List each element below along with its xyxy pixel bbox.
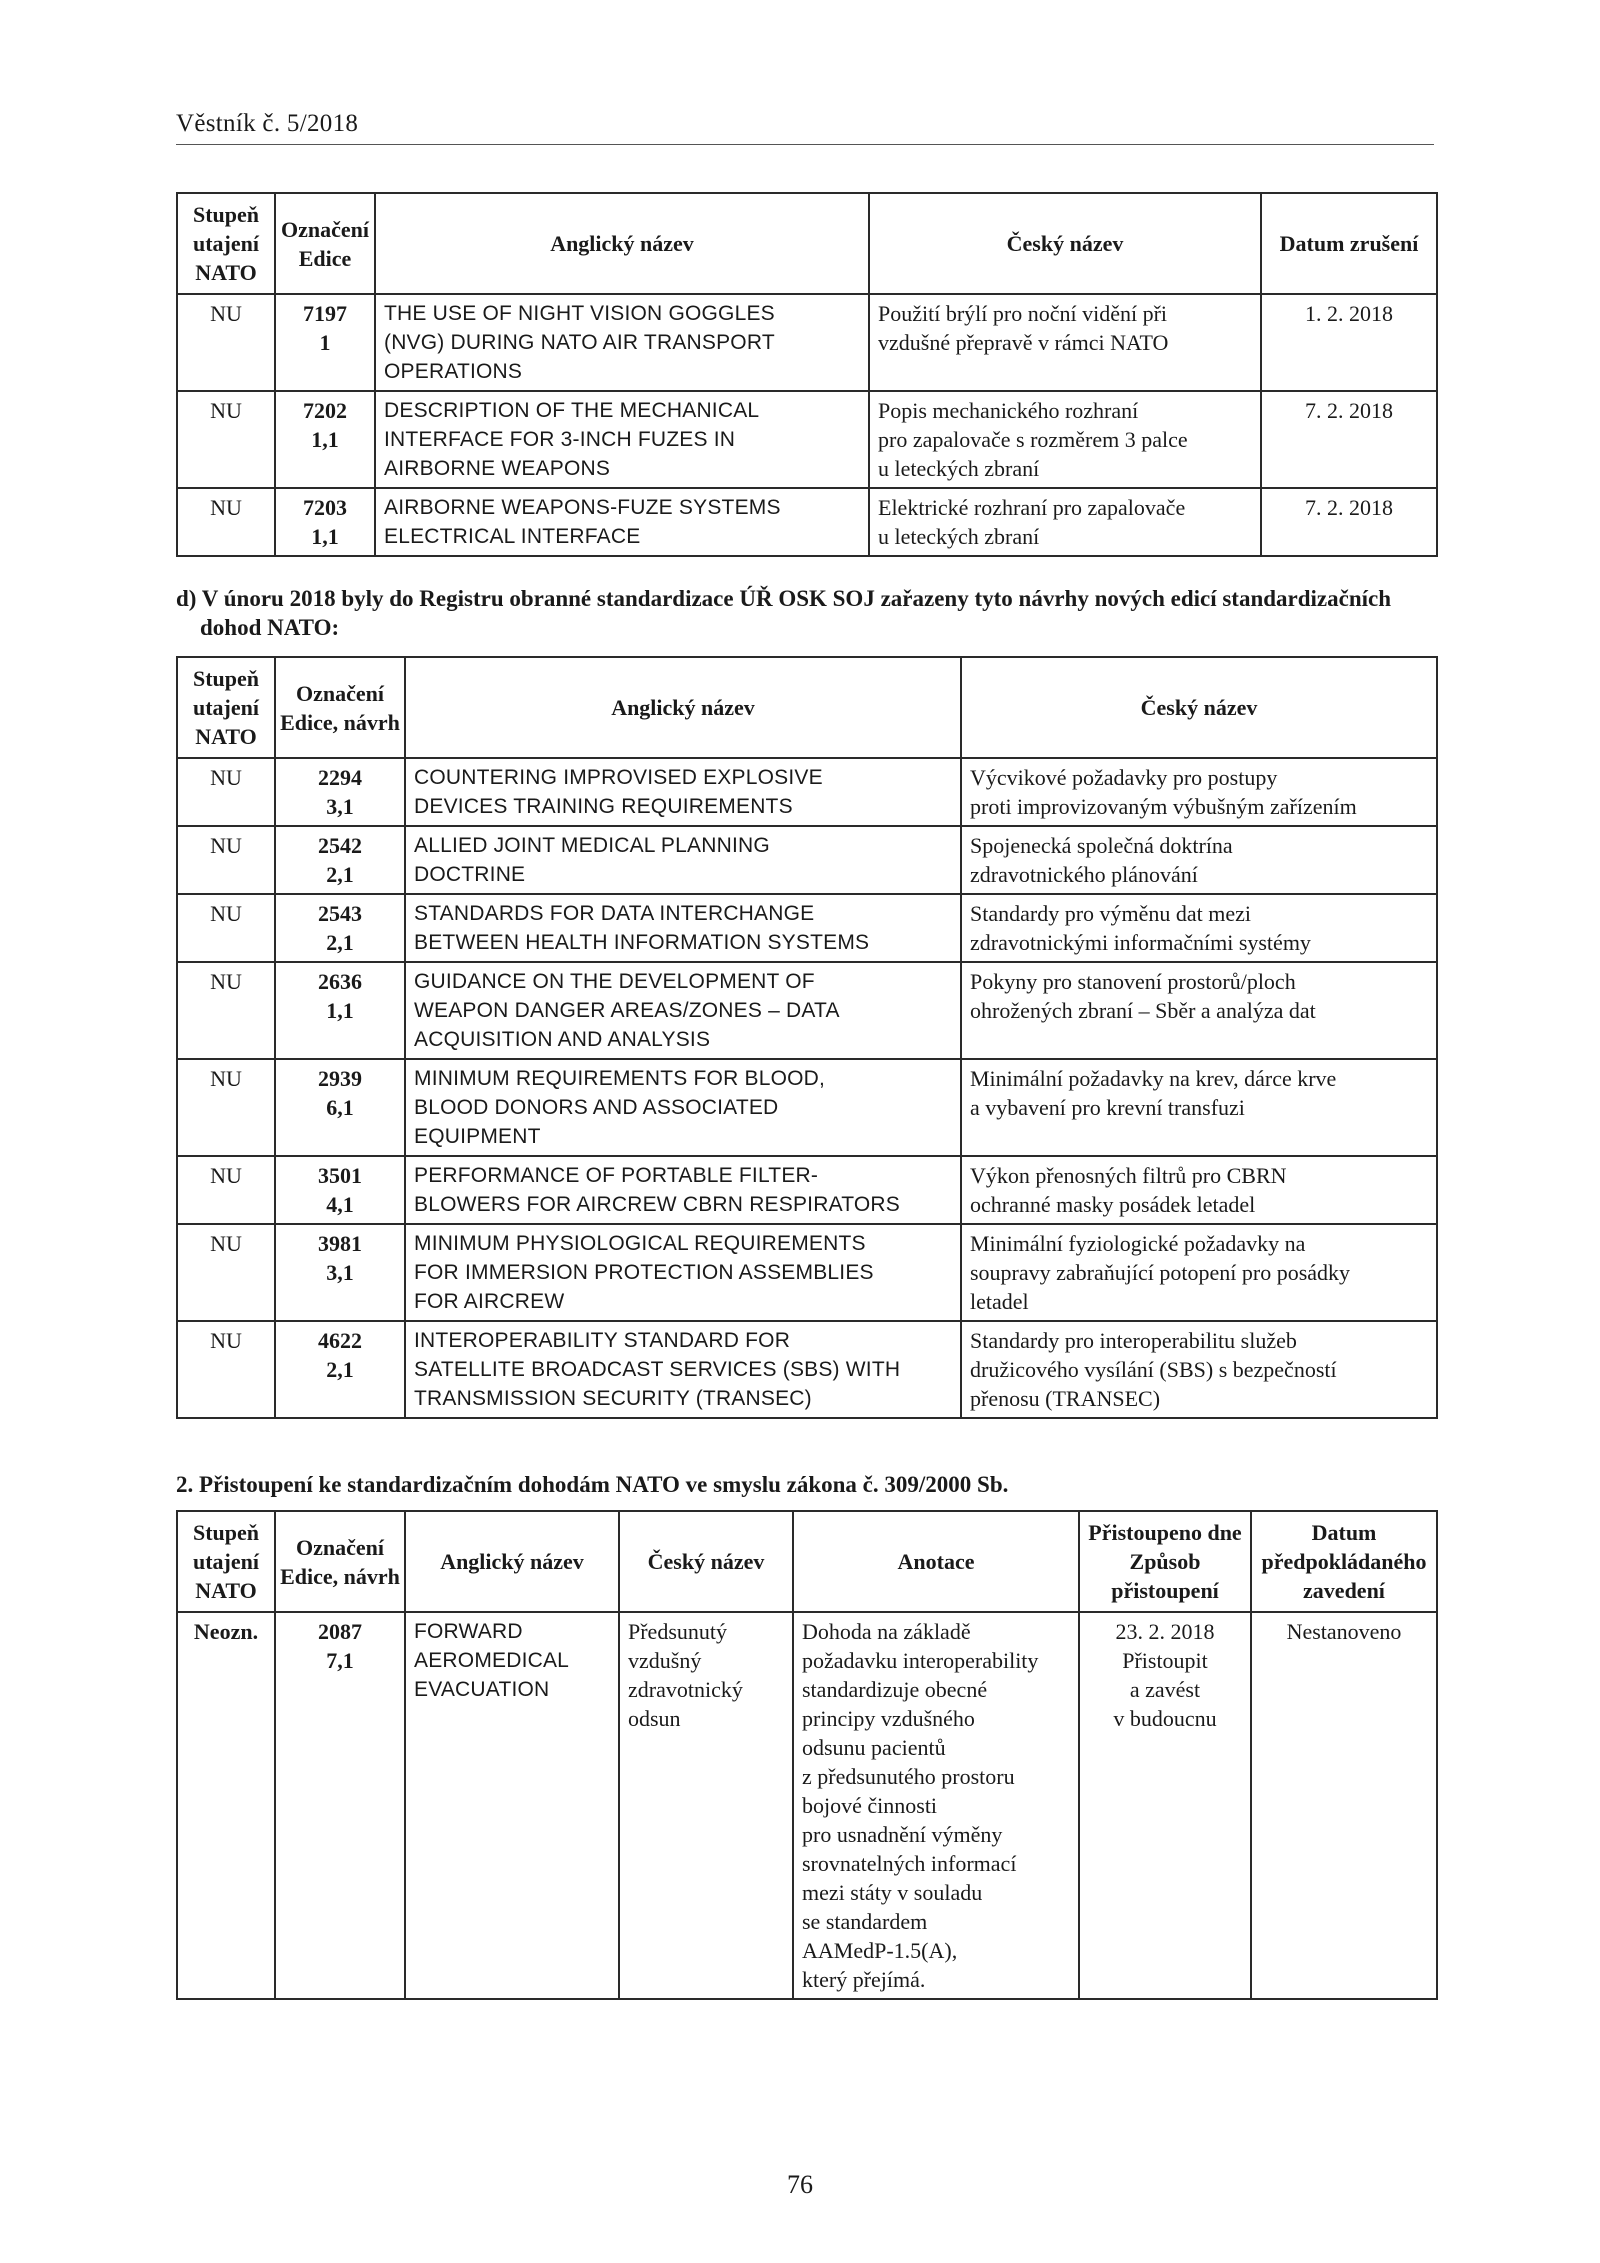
implementation-date-cell: Nestanoveno	[1251, 1612, 1437, 1999]
english-name-cell: GUIDANCE ON THE DEVELOPMENT OF WEAPON DANGER AREAS/ZONES – DATA ACQUISITION AND ANALYSIS	[405, 962, 961, 1059]
classification-cell: NU	[177, 1321, 275, 1418]
designation-cell: 7197 1	[275, 294, 375, 391]
czech-name-cell: Popis mechanického rozhraní pro zapalovače s rozměrem 3 palce u leteckých zbraní	[869, 391, 1261, 488]
designation-cell: 2543 2,1	[275, 894, 405, 962]
col-header-designation: Označení Edice, návrh	[275, 1511, 405, 1612]
accession-cell: 23. 2. 2018 Přistoupit a zavést v budoucnu	[1079, 1612, 1251, 1999]
classification-cell: NU	[177, 758, 275, 826]
designation-cell: 3501 4,1	[275, 1156, 405, 1224]
english-name-cell: STANDARDS FOR DATA INTERCHANGE BETWEEN HEALTH INFORMATION SYSTEMS	[405, 894, 961, 962]
designation-cell: 3981 3,1	[275, 1224, 405, 1321]
table-row	[177, 826, 1437, 894]
page-number: 76	[787, 2170, 813, 2199]
english-name-cell: DESCRIPTION OF THE MECHANICAL INTERFACE FOR 3-INCH FUZES IN AIRBORNE WEAPONS	[375, 391, 869, 488]
czech-name-cell: Elektrické rozhraní pro zapalovače u leteckých zbraní	[869, 488, 1261, 556]
table-new-edition-proposals	[176, 656, 1438, 1419]
col-header-czech-name: Český název	[619, 1511, 793, 1612]
publication-header: Věstník č. 5/2018	[176, 110, 1434, 145]
table-accessions	[176, 1510, 1438, 2000]
czech-name-cell: Minimální požadavky na krev, dárce krve a vybavení pro krevní transfuzi	[961, 1059, 1437, 1156]
classification-cell: NU	[177, 1224, 275, 1321]
classification-cell: NU	[177, 962, 275, 1059]
table-cancelled-standards	[176, 192, 1438, 557]
col-header-accession: Přistoupeno dne Způsob přistoupení	[1079, 1511, 1251, 1612]
col-header-cancel-date: Datum zrušení	[1261, 193, 1437, 294]
czech-name-cell: Předsunutý vzdušný zdravotnický odsun	[619, 1612, 793, 1999]
english-name-cell: INTEROPERABILITY STANDARD FOR SATELLITE BROADCAST SERVICES (SBS) WITH TRANSMISSION SECURITY (TRANSEC)	[405, 1321, 961, 1418]
col-header-czech-name: Český název	[961, 657, 1437, 758]
col-header-annotation: Anotace	[793, 1511, 1079, 1612]
col-header-implementation-date: Datum předpokládaného zavedení	[1251, 1511, 1437, 1612]
classification-cell: NU	[177, 294, 275, 391]
classification-cell: NU	[177, 391, 275, 488]
table-row	[177, 1612, 1437, 1999]
table-header-row	[177, 1511, 1437, 1612]
classification-cell: NU	[177, 488, 275, 556]
col-header-classification: Stupeň utajení NATO	[177, 1511, 275, 1612]
designation-cell: 2542 2,1	[275, 826, 405, 894]
classification-cell: NU	[177, 1059, 275, 1156]
table-header-row	[177, 657, 1437, 758]
table-row	[177, 894, 1437, 962]
table-row	[177, 1156, 1437, 1224]
designation-cell: 7202 1,1	[275, 391, 375, 488]
col-header-designation: Označení Edice, návrh	[275, 657, 405, 758]
english-name-cell: AIRBORNE WEAPONS-FUZE SYSTEMS ELECTRICAL INTERFACE	[375, 488, 869, 556]
section-2-heading: 2. Přistoupení ke standardizačním dohodám NATO ve smyslu zákona č. 309/2000 Sb.	[176, 1472, 1009, 1497]
designation-cell: 2939 6,1	[275, 1059, 405, 1156]
col-header-czech-name: Český název	[869, 193, 1261, 294]
designation-cell: 2087 7,1	[275, 1612, 405, 1999]
english-name-cell: FORWARD AEROMEDICAL EVACUATION	[405, 1612, 619, 1999]
cancel-date-cell: 7. 2. 2018	[1261, 488, 1437, 556]
table-row	[177, 1321, 1437, 1418]
czech-name-cell: Výkon přenosných filtrů pro CBRN ochranné masky posádek letadel	[961, 1156, 1437, 1224]
english-name-cell: PERFORMANCE OF PORTABLE FILTER- BLOWERS FOR AIRCREW CBRN RESPIRATORS	[405, 1156, 961, 1224]
cancel-date-cell: 1. 2. 2018	[1261, 294, 1437, 391]
classification-cell: NU	[177, 1156, 275, 1224]
cancel-date-cell: 7. 2. 2018	[1261, 391, 1437, 488]
col-header-classification: Stupeň utajení NATO	[177, 193, 275, 294]
czech-name-cell: Standardy pro výměnu dat mezi zdravotnickými informačními systémy	[961, 894, 1437, 962]
classification-cell: Neozn.	[177, 1612, 275, 1999]
designation-cell: 7203 1,1	[275, 488, 375, 556]
czech-name-cell: Standardy pro interoperabilitu služeb družicového vysílání (SBS) s bezpečností přenosu (TRANSEC)	[961, 1321, 1437, 1418]
table-row	[177, 1059, 1437, 1156]
english-name-cell: COUNTERING IMPROVISED EXPLOSIVE DEVICES TRAINING REQUIREMENTS	[405, 758, 961, 826]
col-header-designation: Označení Edice	[275, 193, 375, 294]
classification-cell: NU	[177, 894, 275, 962]
czech-name-cell: Spojenecká společná doktrína zdravotnického plánování	[961, 826, 1437, 894]
designation-cell: 2636 1,1	[275, 962, 405, 1059]
section-d-heading	[176, 584, 1436, 642]
table-row	[177, 488, 1437, 556]
english-name-cell: MINIMUM PHYSIOLOGICAL REQUIREMENTS FOR IMMERSION PROTECTION ASSEMBLIES FOR AIRCREW	[405, 1224, 961, 1321]
czech-name-cell: Výcvikové požadavky pro postupy proti improvizovaným výbušným zařízením	[961, 758, 1437, 826]
section-d-line2: dohod NATO:	[200, 615, 340, 640]
col-header-classification: Stupeň utajení NATO	[177, 657, 275, 758]
czech-name-cell: Pokyny pro stanovení prostorů/ploch ohrožených zbraní – Sběr a analýza dat	[961, 962, 1437, 1059]
english-name-cell: MINIMUM REQUIREMENTS FOR BLOOD, BLOOD DONORS AND ASSOCIATED EQUIPMENT	[405, 1059, 961, 1156]
section-d-line1: d) V únoru 2018 byly do Registru obranné standardizace ÚŘ OSK SOJ zařazeny tyto návrhy nových edicí standardizačních	[176, 586, 1392, 611]
table-row	[177, 1224, 1437, 1321]
classification-cell: NU	[177, 826, 275, 894]
designation-cell: 4622 2,1	[275, 1321, 405, 1418]
col-header-english-name: Anglický název	[405, 1511, 619, 1612]
designation-cell: 2294 3,1	[275, 758, 405, 826]
table-row	[177, 294, 1437, 391]
english-name-cell: THE USE OF NIGHT VISION GOGGLES (NVG) DURING NATO AIR TRANSPORT OPERATIONS	[375, 294, 869, 391]
table-row	[177, 758, 1437, 826]
annotation-cell: Dohoda na základě požadavku interoperability standardizuje obecné principy vzdušného odsunu pacientů z předsunutého prostoru bojové činnosti pro usnadnění výměny srovnatelných informací mezi státy v souladu se standardem AAMedP-1.5(A), který přejímá.	[793, 1612, 1079, 1999]
english-name-cell: ALLIED JOINT MEDICAL PLANNING DOCTRINE	[405, 826, 961, 894]
table-header-row	[177, 193, 1437, 294]
table-row	[177, 391, 1437, 488]
czech-name-cell: Minimální fyziologické požadavky na soupravy zabraňující potopení pro posádky letadel	[961, 1224, 1437, 1321]
table-row	[177, 962, 1437, 1059]
czech-name-cell: Použití brýlí pro noční vidění při vzdušné přepravě v rámci NATO	[869, 294, 1261, 391]
col-header-english-name: Anglický název	[405, 657, 961, 758]
col-header-english-name: Anglický název	[375, 193, 869, 294]
